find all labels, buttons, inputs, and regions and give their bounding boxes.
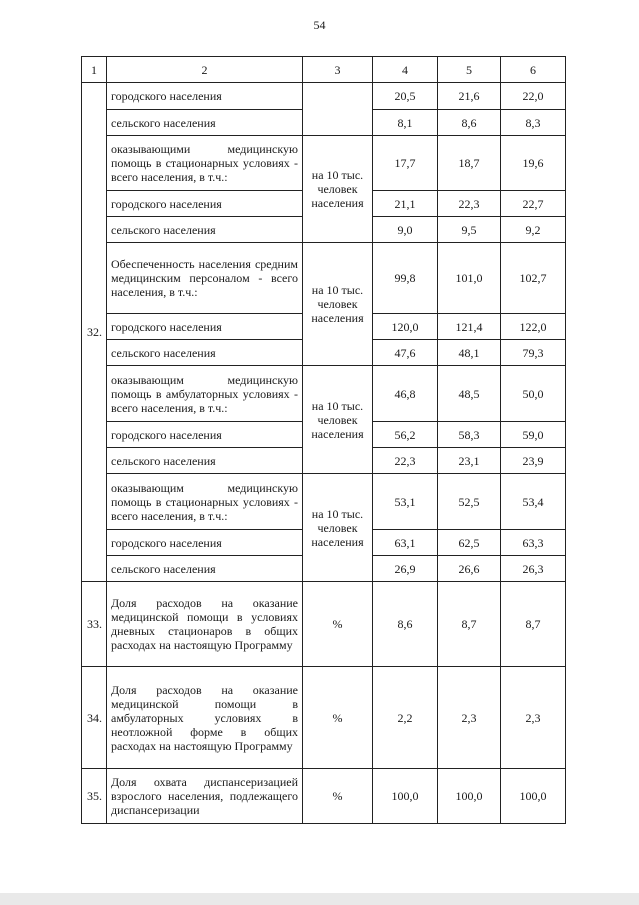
row-description: Доля охвата диспансеризацией взрослого населения, подлежащего диспансеризации (107, 769, 303, 824)
value-cell: 22,3 (373, 448, 438, 474)
value-cell: 63,3 (501, 530, 566, 556)
row-description: городского населения (107, 191, 303, 217)
value-cell: 63,1 (373, 530, 438, 556)
value-cell: 122,0 (501, 314, 566, 340)
value-cell: 2,3 (501, 667, 566, 769)
row-index: 34. (82, 667, 107, 769)
row-unit-empty (303, 83, 373, 136)
table-row (82, 769, 566, 824)
value-cell: 101,0 (438, 243, 501, 314)
row-description: городского населения (107, 530, 303, 556)
row-description: городского населения (107, 314, 303, 340)
row-unit: на 10 тыс. человек населения (303, 366, 373, 474)
header-row (82, 57, 566, 83)
table-row (82, 366, 566, 422)
value-cell: 20,5 (373, 83, 438, 110)
value-cell: 62,5 (438, 530, 501, 556)
value-cell: 17,7 (373, 136, 438, 191)
row-unit: на 10 тыс. человек населения (303, 474, 373, 582)
value-cell: 79,3 (501, 340, 566, 366)
value-cell: 21,6 (438, 83, 501, 110)
table-row (82, 83, 566, 110)
table-row (82, 474, 566, 530)
row-description: сельского населения (107, 556, 303, 582)
value-cell: 8,6 (438, 110, 501, 136)
value-cell: 46,8 (373, 366, 438, 422)
table-row (82, 582, 566, 667)
value-cell: 8,6 (373, 582, 438, 667)
row-index: 33. (82, 582, 107, 667)
page-number: 54 (313, 18, 326, 32)
value-cell: 100,0 (438, 769, 501, 824)
value-cell: 53,1 (373, 474, 438, 530)
row-description: оказывающим медицинскую помощь в стационарных условиях - всего населения, в т.ч.: (107, 474, 303, 530)
row-unit: % (303, 769, 373, 824)
row-description: сельского населения (107, 448, 303, 474)
value-cell: 8,1 (373, 110, 438, 136)
value-cell: 8,3 (501, 110, 566, 136)
row-description: сельского населения (107, 217, 303, 243)
value-cell: 56,2 (373, 422, 438, 448)
value-cell: 26,9 (373, 556, 438, 582)
row-description: сельского населения (107, 340, 303, 366)
row-unit: на 10 тыс. человек населения (303, 136, 373, 243)
value-cell: 22,3 (438, 191, 501, 217)
value-cell: 22,0 (501, 83, 566, 110)
table-row (82, 667, 566, 769)
value-cell: 100,0 (373, 769, 438, 824)
row-description: оказывающим медицинскую помощь в амбулаторных условиях - всего населения, в т.ч.: (107, 366, 303, 422)
value-cell: 23,9 (501, 448, 566, 474)
value-cell: 19,6 (501, 136, 566, 191)
value-cell: 8,7 (438, 582, 501, 667)
value-cell: 48,1 (438, 340, 501, 366)
value-cell: 50,0 (501, 366, 566, 422)
value-cell: 120,0 (373, 314, 438, 340)
header-cell: 5 (438, 57, 501, 83)
value-cell: 47,6 (373, 340, 438, 366)
value-cell: 102,7 (501, 243, 566, 314)
table-row (82, 243, 566, 314)
row-description: Доля расходов на оказание медицинской помощи в условиях дневных стационаров в общих расходах на настоящую Программу (107, 582, 303, 667)
row-index: 32. (82, 83, 107, 582)
header-cell: 6 (501, 57, 566, 83)
value-cell: 26,3 (501, 556, 566, 582)
value-cell: 23,1 (438, 448, 501, 474)
header-cell: 1 (82, 57, 107, 83)
value-cell: 58,3 (438, 422, 501, 448)
row-description: городского населения (107, 422, 303, 448)
value-cell: 100,0 (501, 769, 566, 824)
value-cell: 48,5 (438, 366, 501, 422)
value-cell: 9,0 (373, 217, 438, 243)
value-cell: 99,8 (373, 243, 438, 314)
header-cell: 3 (303, 57, 373, 83)
value-cell: 53,4 (501, 474, 566, 530)
value-cell: 26,6 (438, 556, 501, 582)
value-cell: 8,7 (501, 582, 566, 667)
row-unit: % (303, 582, 373, 667)
header-cell: 4 (373, 57, 438, 83)
value-cell: 9,5 (438, 217, 501, 243)
row-description: Доля расходов на оказание медицинской помощи в амбулаторных условиях в неотложной форме в общих расходах на настоящую Программу (107, 667, 303, 769)
row-description: Обеспеченность населения средним медицинским персоналом - всего населения, в т.ч.: (107, 243, 303, 314)
value-cell: 59,0 (501, 422, 566, 448)
row-description: оказывающими медицинскую помощь в стационарных условиях - всего населения, в т.ч.: (107, 136, 303, 191)
value-cell: 18,7 (438, 136, 501, 191)
indicators-table (81, 56, 566, 824)
table-row (82, 136, 566, 191)
value-cell: 9,2 (501, 217, 566, 243)
value-cell: 2,2 (373, 667, 438, 769)
value-cell: 22,7 (501, 191, 566, 217)
row-description: сельского населения (107, 110, 303, 136)
value-cell: 21,1 (373, 191, 438, 217)
row-unit: на 10 тыс. человек населения (303, 243, 373, 366)
row-description: городского населения (107, 83, 303, 110)
value-cell: 52,5 (438, 474, 501, 530)
scan-edge-strip (0, 893, 639, 905)
header-cell: 2 (107, 57, 303, 83)
value-cell: 2,3 (438, 667, 501, 769)
row-index: 35. (82, 769, 107, 824)
value-cell: 121,4 (438, 314, 501, 340)
row-unit: % (303, 667, 373, 769)
